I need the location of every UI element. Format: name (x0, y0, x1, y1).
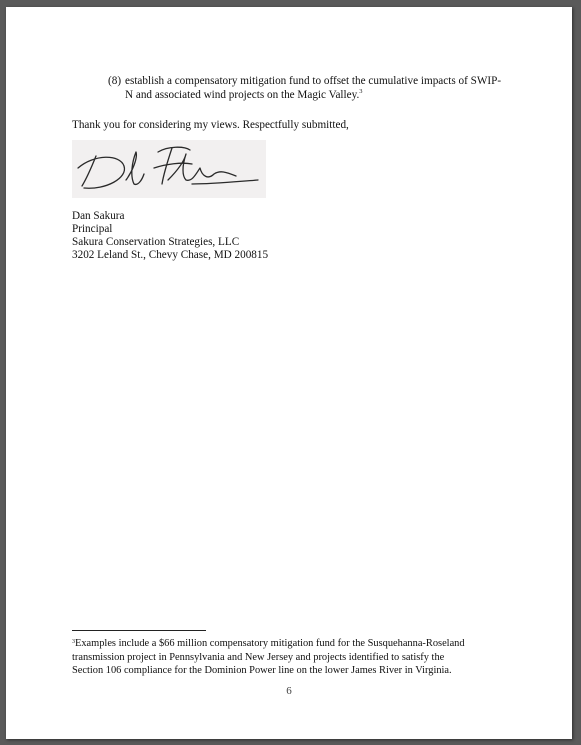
closing-line: Thank you for considering my views. Respectfully submitted, (72, 119, 349, 131)
signer-name: Dan Sakura (72, 210, 125, 222)
list-item-number: (8) (108, 75, 122, 87)
signer-organization: Sakura Conservation Strategies, LLC (72, 236, 240, 248)
signer-address: 3202 Leland St., Chevy Chase, MD 200815 (72, 249, 269, 261)
footnote (72, 637, 512, 678)
footnote-line-3: Section 106 compliance for the Dominion Power line on the lower James River in Virginia. (72, 665, 452, 676)
list-item-text-line-1: establish a compensatory mitigation fund to offset the cumulative impacts of SWIP- (125, 75, 502, 87)
footnote-separator (72, 630, 206, 631)
footnote-marker: 3 (72, 639, 75, 645)
list-item-text-line-2-body: N and associated wind projects on the Magic Valley. (125, 89, 360, 101)
footnote-line-2: transmission project in Pennsylvania and New Jersey and projects identified to satisfy the (72, 651, 445, 663)
handwritten-signature (72, 140, 266, 198)
list-item-text-line-2 (125, 89, 363, 102)
signature-block (72, 210, 268, 262)
document-page (6, 7, 572, 739)
footnote-line-1-text: Examples include a $66 million compensatory mitigation fund for the Susquehanna-Roseland (75, 638, 465, 649)
signer-title: Principal (72, 223, 113, 235)
page-number: 6 (286, 685, 292, 697)
footnote-reference: 3 (359, 88, 363, 95)
signature-image (72, 140, 266, 198)
footnote-line-1 (72, 637, 512, 651)
